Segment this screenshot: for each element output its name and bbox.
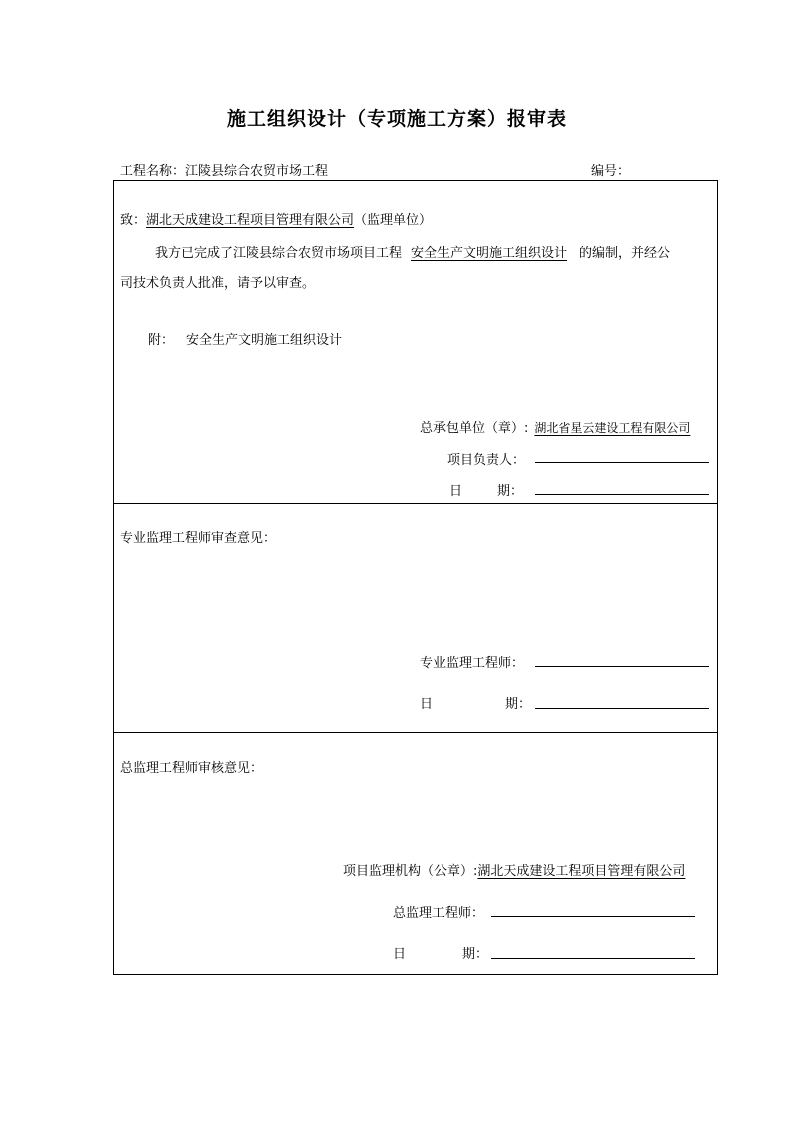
- statement-part-a: 我方已完成了江陵县综合农贸市场项目工程: [155, 246, 403, 261]
- project-name-row: [120, 160, 328, 179]
- chief-engineer-signature-line[interactable]: [491, 916, 695, 917]
- attachment-label: 附：: [148, 333, 175, 348]
- submission-statement-line2: 司技术负责人批准，请予以审查。: [120, 276, 316, 291]
- date-signature-line[interactable]: [491, 958, 695, 959]
- project-name-value: 江陵县综合农贸市场工程: [185, 164, 329, 179]
- section-divider: [113, 732, 718, 733]
- statement-part-c: 的编制，并经公: [579, 246, 671, 261]
- attachment-row: [148, 329, 342, 348]
- project-manager-signature-line[interactable]: [535, 462, 709, 463]
- supervision-org-label: 项目监理机构（公章）:: [343, 864, 478, 879]
- engineer-signature-line[interactable]: [535, 666, 709, 667]
- supervision-org-value: 湖北天成建设工程项目管理有限公司: [477, 864, 686, 879]
- project-manager-label: 项目负责人：: [447, 453, 526, 468]
- date-signature-line[interactable]: [535, 708, 709, 709]
- date-label-b: 期：: [505, 697, 532, 712]
- contractor-value: 湖北省星云建设工程有限公司: [534, 421, 691, 435]
- date-label-b: 期：: [497, 484, 524, 499]
- page-title: 施工组织设计（专项施工方案）报审表: [226, 108, 567, 130]
- serial-number-label: 编号：: [591, 164, 631, 179]
- date-signature-line[interactable]: [535, 494, 709, 495]
- statement-plan-name: 安全生产文明施工组织设计: [411, 246, 568, 261]
- contractor-row: [420, 417, 696, 436]
- chief-engineer-label: 总监理工程师：: [393, 906, 485, 921]
- section-divider: [113, 503, 718, 504]
- engineer-review-heading: 专业监理工程师审查意见：: [120, 531, 277, 546]
- date-label-b: 期：: [462, 947, 489, 962]
- date-label-a: 日: [393, 947, 407, 962]
- addressee-unit: 湖北天成建设工程项目管理有限公司: [146, 213, 355, 228]
- engineer-label: 专业监理工程师：: [420, 656, 525, 671]
- addressee-row: [120, 209, 432, 228]
- submission-statement-line1: [155, 242, 670, 261]
- chief-review-heading: 总监理工程师审核意见：: [120, 761, 264, 776]
- attachment-value: 安全生产文明施工组织设计: [186, 333, 343, 348]
- form-table: [113, 180, 718, 975]
- date-label-a: 日: [449, 484, 463, 499]
- date-label-a: 日: [420, 697, 434, 712]
- supervision-org-row: [343, 860, 685, 879]
- project-name-label: 工程名称：: [120, 164, 186, 179]
- contractor-label: 总承包单位（章）:: [420, 421, 529, 436]
- addressee-suffix: （监理单位）: [354, 213, 433, 228]
- addressee-prefix: 致：: [120, 213, 147, 228]
